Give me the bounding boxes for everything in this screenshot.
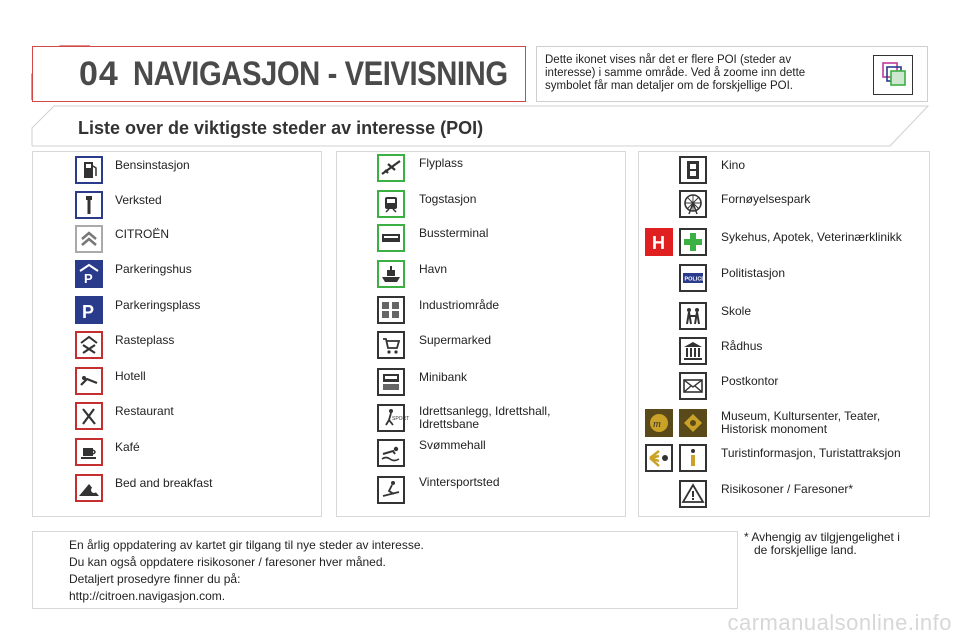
poi-label: Fornøyelsespark — [721, 192, 811, 206]
town-hall-icon — [679, 337, 707, 365]
poi-label: Vintersportsted — [419, 475, 500, 489]
list-item — [639, 228, 929, 262]
chapter-header — [32, 46, 526, 102]
svg-text:P: P — [84, 271, 93, 286]
poi-label: Industriområde — [419, 298, 500, 312]
list-item — [639, 480, 929, 514]
svg-text:H: H — [652, 233, 665, 253]
list-item — [33, 438, 321, 472]
multiple-poi-icon — [873, 55, 913, 95]
list-item — [639, 409, 929, 443]
footnote: * Avhengig av tilgjengelighet i de forskjellige land. — [744, 530, 900, 557]
sport-icon — [377, 404, 410, 432]
list-item — [337, 296, 625, 330]
poi-label: Hotell — [115, 369, 146, 383]
school-icon — [679, 302, 707, 330]
poi-label: Parkeringshus — [115, 262, 192, 276]
train-icon — [377, 190, 405, 218]
list-item — [337, 368, 625, 402]
list-item — [337, 476, 625, 510]
envelope-icon — [679, 372, 707, 400]
tourist-info-icon — [679, 444, 707, 472]
update-info-line: Detaljert prosedyre finner du på: — [69, 572, 241, 586]
update-info-link[interactable]: http://citroen.navigasjon.com. — [69, 589, 226, 603]
list-item — [337, 260, 625, 294]
swimmer-icon — [377, 439, 405, 467]
poi-label: Politistasjon — [721, 266, 786, 280]
ship-icon — [377, 260, 405, 288]
bed-icon — [75, 367, 103, 395]
update-info-line: Du kan også oppdatere risikosoner / faresoner hver måned. — [69, 555, 386, 569]
list-item — [337, 331, 625, 365]
list-item — [33, 225, 321, 259]
poi-label: Turistinformasjon, Turistattraksjon — [721, 446, 901, 460]
fork-knife-icon — [75, 402, 103, 430]
poi-label: Restaurant — [115, 404, 174, 418]
list-item — [639, 302, 929, 336]
poi-label: Minibank — [419, 370, 468, 384]
poi-label: Rådhus — [721, 339, 763, 353]
hospital-icon — [645, 228, 673, 256]
poi-label: Verksted — [115, 193, 162, 207]
poi-label: Kino — [721, 158, 746, 172]
citroen-logo-icon — [75, 225, 103, 253]
list-item — [33, 296, 321, 330]
coffee-cup-icon — [75, 438, 103, 466]
watermark: carmanualsonline.info — [727, 610, 952, 635]
multi-poi-info-box — [536, 46, 928, 102]
multi-poi-info-text: Dette ikonet vises når det er flere POI (steder av interesse) i samme område. Ved å zoome inn dette symbolet får man detaljer om de forskjellige POI. — [545, 54, 806, 92]
update-info-box — [32, 531, 738, 609]
svg-text:m: m — [653, 418, 661, 430]
museum-icon — [645, 409, 673, 437]
list-item — [337, 154, 625, 188]
svg-text:POLICE: POLICE — [684, 276, 705, 283]
poi-label: Skole — [721, 304, 752, 318]
bed-and-breakfast-icon — [75, 474, 103, 502]
poi-label: Flyplass — [419, 156, 464, 170]
wrench-icon — [75, 191, 103, 219]
poi-label: Bussterminal — [419, 226, 489, 240]
poi-label: Postkontor — [721, 374, 779, 388]
list-item — [337, 404, 625, 438]
poi-label: Supermarked — [419, 333, 492, 347]
poi-label: Havn — [419, 262, 448, 276]
poi-label: Sykehus, Apotek, Veterinærklinikk — [721, 230, 902, 244]
list-item — [33, 260, 321, 294]
pharmacy-cross-icon — [679, 228, 707, 256]
list-item — [337, 190, 625, 224]
poi-label: Idrettsanlegg, Idrettshall, Idrettsbane — [419, 404, 551, 431]
poi-column-2 — [336, 151, 626, 517]
list-item — [33, 474, 321, 508]
list-item — [33, 156, 321, 190]
airplane-icon — [377, 154, 405, 182]
poi-label: CITROËN — [115, 227, 169, 241]
atm-icon — [377, 368, 405, 396]
list-item — [337, 439, 625, 473]
list-item — [639, 337, 929, 371]
list-item — [33, 367, 321, 401]
poi-label: Svømmehall — [419, 438, 486, 452]
tourist-attraction-icon — [645, 444, 673, 472]
poi-label: Rasteplass — [115, 333, 175, 347]
poi-label: Parkeringsplass — [115, 298, 201, 312]
fuel-pump-icon — [75, 156, 103, 184]
parking-icon — [75, 296, 103, 324]
warning-icon — [679, 480, 707, 508]
poi-column-3 — [638, 151, 930, 517]
parking-garage-icon — [75, 260, 103, 288]
svg-text:P: P — [82, 302, 95, 322]
list-item — [639, 264, 929, 298]
list-item — [337, 224, 625, 258]
poi-label: Museum, Kultursenter, Teater, Historisk monoment — [721, 409, 881, 436]
poi-label: Bed and breakfast — [115, 476, 213, 490]
police-icon — [679, 264, 707, 292]
ferris-wheel-icon — [679, 190, 707, 218]
list-item — [639, 444, 929, 478]
list-item — [33, 191, 321, 225]
rest-area-icon — [75, 331, 103, 359]
list-item — [33, 402, 321, 436]
svg-text:SPORT: SPORT — [392, 416, 410, 422]
list-item — [639, 190, 929, 224]
list-item — [639, 372, 929, 406]
poi-column-1 — [32, 151, 322, 517]
skier-icon — [377, 476, 405, 504]
list-item — [33, 331, 321, 365]
industry-icon — [377, 296, 405, 324]
poi-label: Togstasjon — [419, 192, 477, 206]
shopping-cart-icon — [377, 331, 405, 359]
poi-label: Risikosoner / Faresoner* — [721, 482, 854, 496]
page-title: NAVIGASJON - VEIVISNING — [133, 55, 508, 93]
bus-icon — [377, 224, 405, 252]
poi-label: Kafé — [115, 440, 140, 454]
culture-center-icon — [679, 409, 707, 437]
chapter-number: 04 — [79, 55, 119, 93]
update-info-line: En årlig oppdatering av kartet gir tilgang til nye steder av interesse. — [69, 538, 424, 552]
film-icon — [679, 156, 707, 184]
list-item — [639, 156, 929, 190]
list-title: Liste over de viktigste steder av interesse (POI) — [78, 118, 484, 138]
poi-label: Bensinstasjon — [115, 158, 190, 172]
